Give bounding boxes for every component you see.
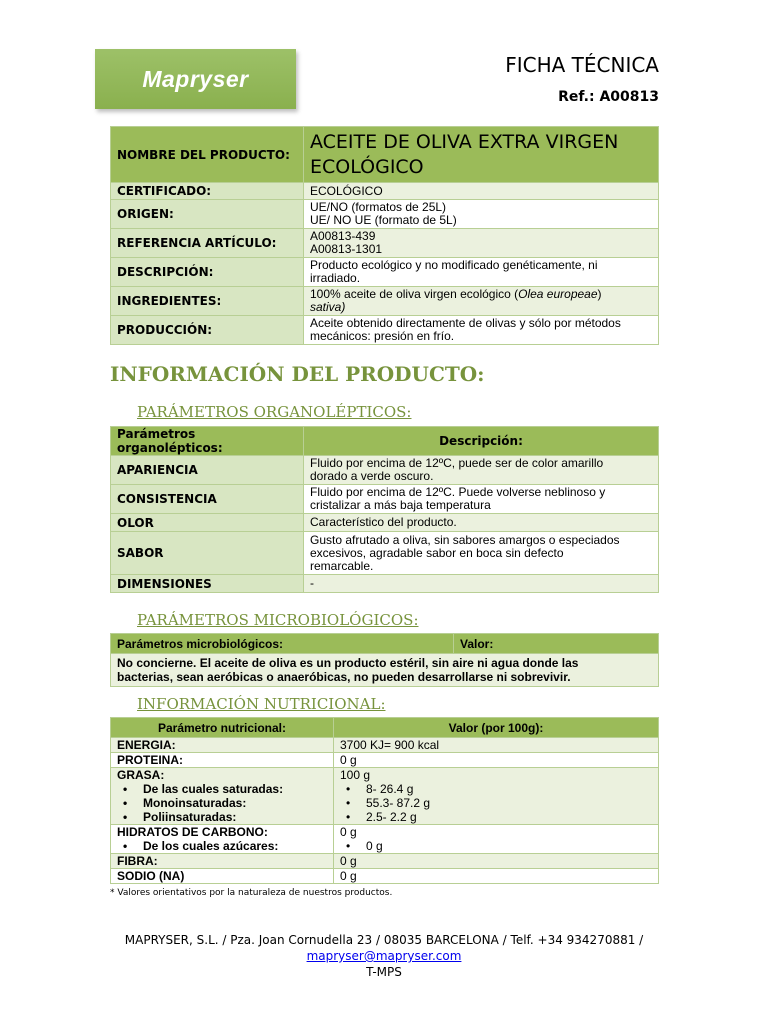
fat-sub-item: • De las cuales saturadas: — [143, 782, 327, 796]
description-line1: Producto ecológico y no modificado genéticamente, ni — [310, 258, 598, 272]
footer-code: T-MPS — [366, 965, 402, 979]
origin-line1: UE/NO (formatos de 25L) — [310, 200, 447, 214]
nutri-col2: Valor (por 100g): — [334, 718, 659, 738]
organoleptic-row-key: DIMENSIONES — [111, 575, 304, 593]
product-name-line2: ECOLÓGICO — [310, 155, 424, 178]
logo-text: Mapryser — [142, 65, 249, 92]
organoleptic-row-value: - — [304, 575, 659, 593]
footer-address: MAPRYSER, S.L. / Pza. Joan Cornudella 23 / 08035 BARCELONA / Telf. +34 934270881 / — [124, 933, 644, 947]
sugar-label: • De los cuales azúcares: — [143, 839, 327, 853]
certificate-value: ECOLÓGICO — [304, 183, 659, 200]
production-label: PRODUCCIÓN: — [111, 316, 304, 345]
protein-value: 0 g — [334, 753, 659, 768]
fat-sub-value: • 2.5- 2.2 g — [366, 810, 652, 824]
organoleptic-line: Fluido por encima de 12ºC, puede ser de color amarillo — [310, 456, 604, 470]
organoleptic-row-key: APARIENCIA — [111, 456, 304, 485]
production-line1: Aceite obtenido directamente de olivas y sólo por métodos — [310, 316, 621, 330]
organoleptic-row-value — [304, 485, 659, 514]
origin-line2: UE/ NO UE (formato de 5L) — [310, 213, 457, 227]
origin-value — [304, 200, 659, 229]
fat-label-text: GRASA: — [117, 768, 165, 782]
fat-sub-item: • Poliinsaturadas: — [143, 810, 327, 824]
organoleptic-row-value — [304, 456, 659, 485]
organoleptic-col1: Parámetros organolépticos: — [111, 427, 304, 456]
organoleptic-col2: Descripción: — [304, 427, 659, 456]
organoleptic-line: Fluido por encima de 12ºC. Puede volverse neblinoso y — [310, 485, 606, 499]
energy-label: ENERGIA: — [111, 738, 334, 753]
ingredients-label: INGREDIENTES: — [111, 287, 304, 316]
organoleptic-line: remarcable. — [310, 558, 374, 573]
ingredients-value — [304, 287, 659, 316]
sodium-value: 0 g — [334, 869, 659, 884]
description-value — [304, 258, 659, 287]
reference-number: Ref.: A00813 — [558, 89, 659, 105]
footnote: * Valores orientativos por la naturaleza de nuestros productos. — [110, 888, 393, 898]
ingredients-close: ) — [597, 287, 602, 301]
microbiological-heading: PARÁMETROS MICROBIOLÓGICOS: — [137, 611, 419, 629]
nutritional-heading: INFORMACIÓN NUTRICIONAL: — [137, 695, 386, 713]
product-name — [304, 127, 659, 183]
ingredients-latin2: sativa) — [310, 300, 346, 314]
footer-email-link[interactable]: mapryser@mapryser.com — [306, 949, 462, 963]
carbs-sub-list — [117, 839, 327, 853]
nutri-col1: Parámetro nutricional: — [111, 718, 334, 738]
organoleptic-line: cristalizar a más baja temperatura — [310, 498, 491, 512]
micro-col1: Parámetros microbiológicos: — [111, 634, 454, 654]
nutritional-table — [110, 717, 659, 884]
organoleptic-heading: PARÁMETROS ORGANOLÉPTICOS: — [137, 403, 412, 421]
ingredients-text: 100% aceite de oliva virgen ecológico ( — [310, 287, 519, 301]
micro-col2: Valor: — [454, 634, 659, 654]
organoleptic-row-key: OLOR — [111, 514, 304, 532]
fat-sub-value: • 55.3- 87.2 g — [366, 796, 652, 810]
carbs-label-text: HIDRATOS DE CARBONO: — [117, 825, 268, 839]
product-table — [110, 126, 659, 345]
carbs-value — [334, 825, 659, 854]
sodium-label: SODIO (NA) — [111, 869, 334, 884]
micro-line2: bacterias, sean aeróbicas o anaeróbicas, no pueden desarrollarse ni sobrevivir. — [117, 670, 571, 684]
organoleptic-row-key: SABOR — [111, 532, 304, 575]
carbs-sub-values — [340, 839, 652, 853]
organoleptic-row-key: CONSISTENCIA — [111, 485, 304, 514]
document-title: FICHA TÉCNICA — [505, 53, 659, 77]
micro-value — [111, 654, 659, 687]
protein-label: PROTEINA: — [111, 753, 334, 768]
article-ref-value — [304, 229, 659, 258]
fat-sub-values — [340, 782, 652, 824]
fiber-value: 0 g — [334, 854, 659, 869]
fat-sub-list — [117, 782, 327, 824]
description-line2: irradiado. — [310, 271, 361, 285]
fiber-label: FIBRA: — [111, 854, 334, 869]
sugar-value: • 0 g — [366, 839, 652, 853]
fat-label — [111, 768, 334, 825]
article-ref-line1: A00813-439 — [310, 229, 376, 243]
ingredients-latin1: Olea europeae — [518, 287, 598, 301]
organoleptic-row-value: Característico del producto. — [304, 514, 659, 532]
product-info-heading: INFORMACIÓN DEL PRODUCTO: — [110, 362, 485, 386]
microbiological-table — [110, 633, 659, 687]
fat-sub-item: • Monoinsaturadas: — [143, 796, 327, 810]
organoleptic-table — [110, 426, 659, 593]
brand-logo — [95, 49, 296, 109]
carbs-label — [111, 825, 334, 854]
article-ref-label: REFERENCIA ARTÍCULO: — [111, 229, 304, 258]
carbs-value-text: 0 g — [340, 825, 357, 839]
certificate-label: CERTIFICADO: — [111, 183, 304, 200]
organoleptic-line: dorado a verde oscuro. — [310, 469, 434, 483]
energy-value: 3700 KJ= 900 kcal — [334, 738, 659, 753]
product-name-label: NOMBRE DEL PRODUCTO: — [111, 127, 304, 183]
fat-value — [334, 768, 659, 825]
organoleptic-line: Gusto afrutado a oliva, sin sabores amargos o especiados — [310, 532, 620, 547]
micro-line1: No concierne. El aceite de oliva es un producto estéril, sin aire ni agua donde las — [117, 656, 579, 670]
production-line2: mecánicos: presión en frío. — [310, 329, 455, 343]
fat-value-text: 100 g — [340, 768, 371, 782]
production-value — [304, 316, 659, 345]
organoleptic-row-value — [304, 532, 659, 575]
description-label: DESCRIPCIÓN: — [111, 258, 304, 287]
footer-email-line — [0, 949, 768, 963]
organoleptic-line: excesivos, agradable sabor en boca sin defecto — [310, 545, 564, 560]
product-name-line1: ACEITE DE OLIVA EXTRA VIRGEN — [310, 130, 619, 153]
fat-sub-value: • 8- 26.4 g — [366, 782, 652, 796]
origin-label: ORIGEN: — [111, 200, 304, 229]
article-ref-line2: A00813-1301 — [310, 242, 383, 256]
